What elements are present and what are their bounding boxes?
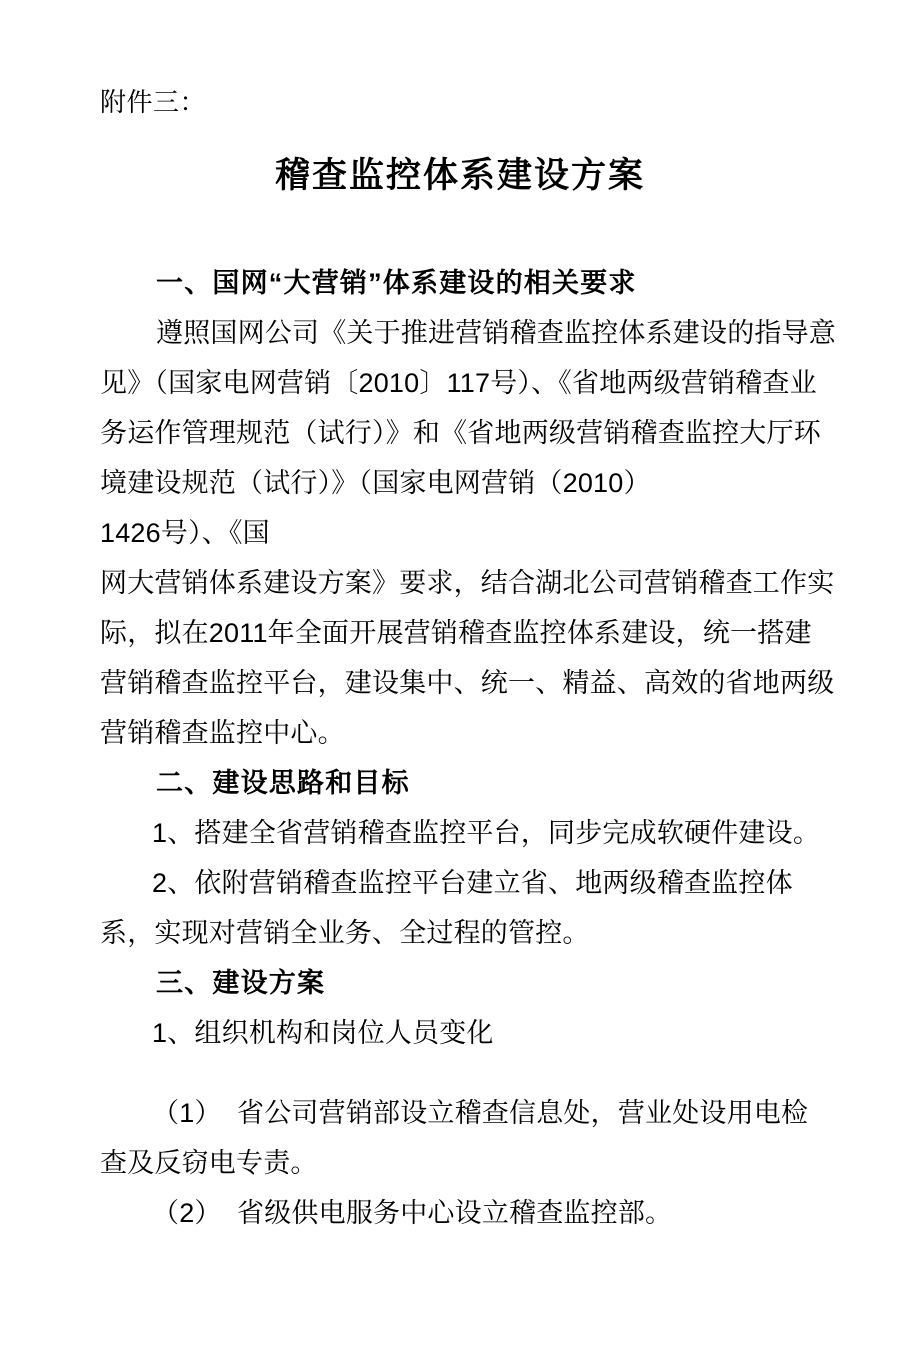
section1-line-3: 务运作管理规范（试行）》和《省地两级营销稽查监控大厅环 [100, 418, 821, 448]
page-title: 稽查监控体系建设方案 [274, 156, 645, 195]
section-heading-1: 一、国网“大营销”体系建设的相关要求 [156, 268, 637, 298]
document-body [100, 258, 836, 1238]
paragraph-spacer [100, 1058, 826, 1088]
section1-line-8: 营销稽查监控平台，建设集中、统一、精益、高效的省地两级 [100, 668, 835, 698]
section1-line-9: 营销稽查监控中心。 [100, 718, 345, 748]
section3-sub-item-1-cont: 查及反窃电专责。 [100, 1148, 318, 1178]
section1-line-4: 境建设规范（试行）》（国家电网营销（2010） [100, 468, 651, 498]
section1-line-7: 际，拟在2011年全面开展营销稽查监控体系建设，统一搭建 [100, 618, 812, 648]
section-heading-2: 二、建设思路和目标 [156, 768, 410, 798]
section3-sub-item-2: （2） 省级供电服务中心设立稽查监控部。 [152, 1198, 673, 1228]
section2-item-2-cont: 系，实现对营销全业务、全过程的管控。 [100, 918, 590, 948]
section3-sub-item-1: （1） 省公司营销部设立稽查信息处，营业处设用电检 [152, 1098, 809, 1128]
section2-item-1: 1、搭建全省营销稽查监控平台，同步完成软硬件建设。 [152, 818, 821, 848]
section-heading-3: 三、建设方案 [156, 968, 326, 998]
section1-line-1: 遵照国网公司《关于推进营销稽查监控体系建设的指导意 [156, 318, 836, 348]
section1-line-2: 见》（国家电网营销〔2010〕117号）、《省地两级营销稽查业 [100, 368, 817, 398]
attachment-label: 附件三： [100, 87, 207, 117]
section3-item-1: 1、组织机构和岗位人员变化 [152, 1018, 494, 1048]
section1-line-6: 网大营销体系建设方案》要求，结合湖北公司营销稽查工作实 [100, 568, 835, 598]
section1-line-5: 1426号）、《国 [100, 518, 270, 548]
section2-item-2: 2、依附营销稽查监控平台建立省、地两级稽查监控体 [152, 868, 793, 898]
